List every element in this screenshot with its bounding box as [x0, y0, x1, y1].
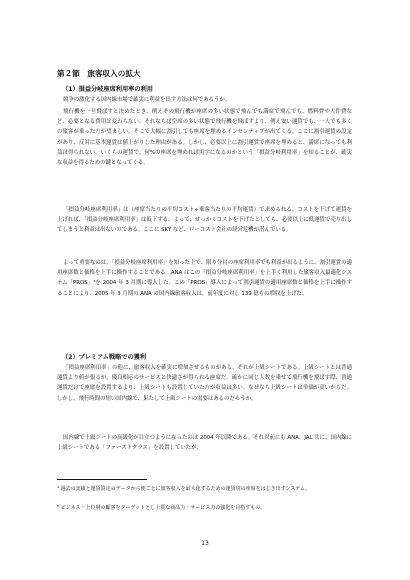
paragraph-3: 「損益分岐座席利用率」は（座席当たりの平均コスト÷乗客当たりの平均運賃）で求められる。コストを下げて運賃を上げれば、「損益分岐座席利用率」は低下する。よって、せっかくコストを下げたとしても、必要以上に低運賃で売り出してしまうと利益は出ないのである。ここに SKY など、ローコスト会社の経営危機が潜んでいる。	[57, 207, 352, 234]
paragraph-5: 「損益座席利用率」の他に、旅客収入を確実に増加させるものがある。それが上級シートである。上級シートとは普通運賃より値が張るが、優良相応のサービスと快適さが得られる座席だ。確かに同じ人数を乗せて飛行機を飛ばす際、普通運賃だけで座席を設置するより、上級シートも設置していた方が収益は多い。なぜなら上級シートは単価が高いからだ。しかし、飛行時間の短い国内線で、果たして上級シートの需要はあるのだろうか。	[57, 365, 352, 402]
paragraph-4: よって重要なのは、「損益分岐座席利用率」を知った上で、限り分目の座席利用率でも利益が出るように、割引運賃の適用座席数と価格を上手に操作することである。ANA はこの「損益分岐座席利用率」を上手く利用した旅客収入最適化システム「PROS」⁴を 2004 年 3 月期に導入した。この「PROS」導入によって割引運賃の適用座席数と価格を上手に操作することにより、2005 年 3 月期の ANA の国内線旅客収入は、前年度に対し 139 億もの増収を上げた。	[57, 260, 352, 297]
page-number: 13	[201, 540, 209, 547]
footnote-5: ⁵ ビジネス・上位層の顧客をターゲットとし上質な商品力・サービス力の強化を目指すもの。	[57, 505, 266, 511]
paragraph-1: 競争の激化する国内線市場で確実に利益を出す方法は何であろうか。	[63, 97, 231, 103]
paragraph-2: 飛行機を一旦飛ばすと決めたとき、例えその飛行機が座席の多い状態で飛んでも満席で飛んでも、燃料費や人件費など、必要となる費用は変わらない。それならば空席の多い状態で飛行機を飛ばすより、例え安い運賃でも、一人でも多くの旅客が乗った方が望ましい。そこで大幅に割引しても座席を埋めるインセンティブが出てくる。ここに割引運賃の設定があり、反対に基本運賃は値上がりした理由がある。しかし、必要以上に割引運賃で座席を埋めると、満席になっても利益は得られない。いくらの運賃で、何%の座席を埋めれば黒字になるのかという「損益分岐利用率」を知ることが、確実な収益を得るための鍵となってくる。	[57, 109, 352, 167]
section-title: 第２節 旅客収入の拡大	[57, 69, 141, 78]
footnote-divider	[57, 479, 147, 480]
subsection-title-2: （2）プレミアム戦略での獲利	[62, 354, 147, 361]
footnote-4: ⁴ 過去の実績と運賃設定のデータから便ごとに旅客収入を最大化するための運賃別の座席をはじき出すシステム。	[57, 486, 311, 492]
subsection-title-1: （1）損益分岐座席利用率の利用	[62, 86, 153, 93]
paragraph-6: 国内線で上級シートの高級化が目立つようになったのは 2004 年以降である。それ以前にも ANA、JAL 共に、国内線に上級シートである「ファーストクラス」を設置していたが、	[57, 435, 352, 452]
